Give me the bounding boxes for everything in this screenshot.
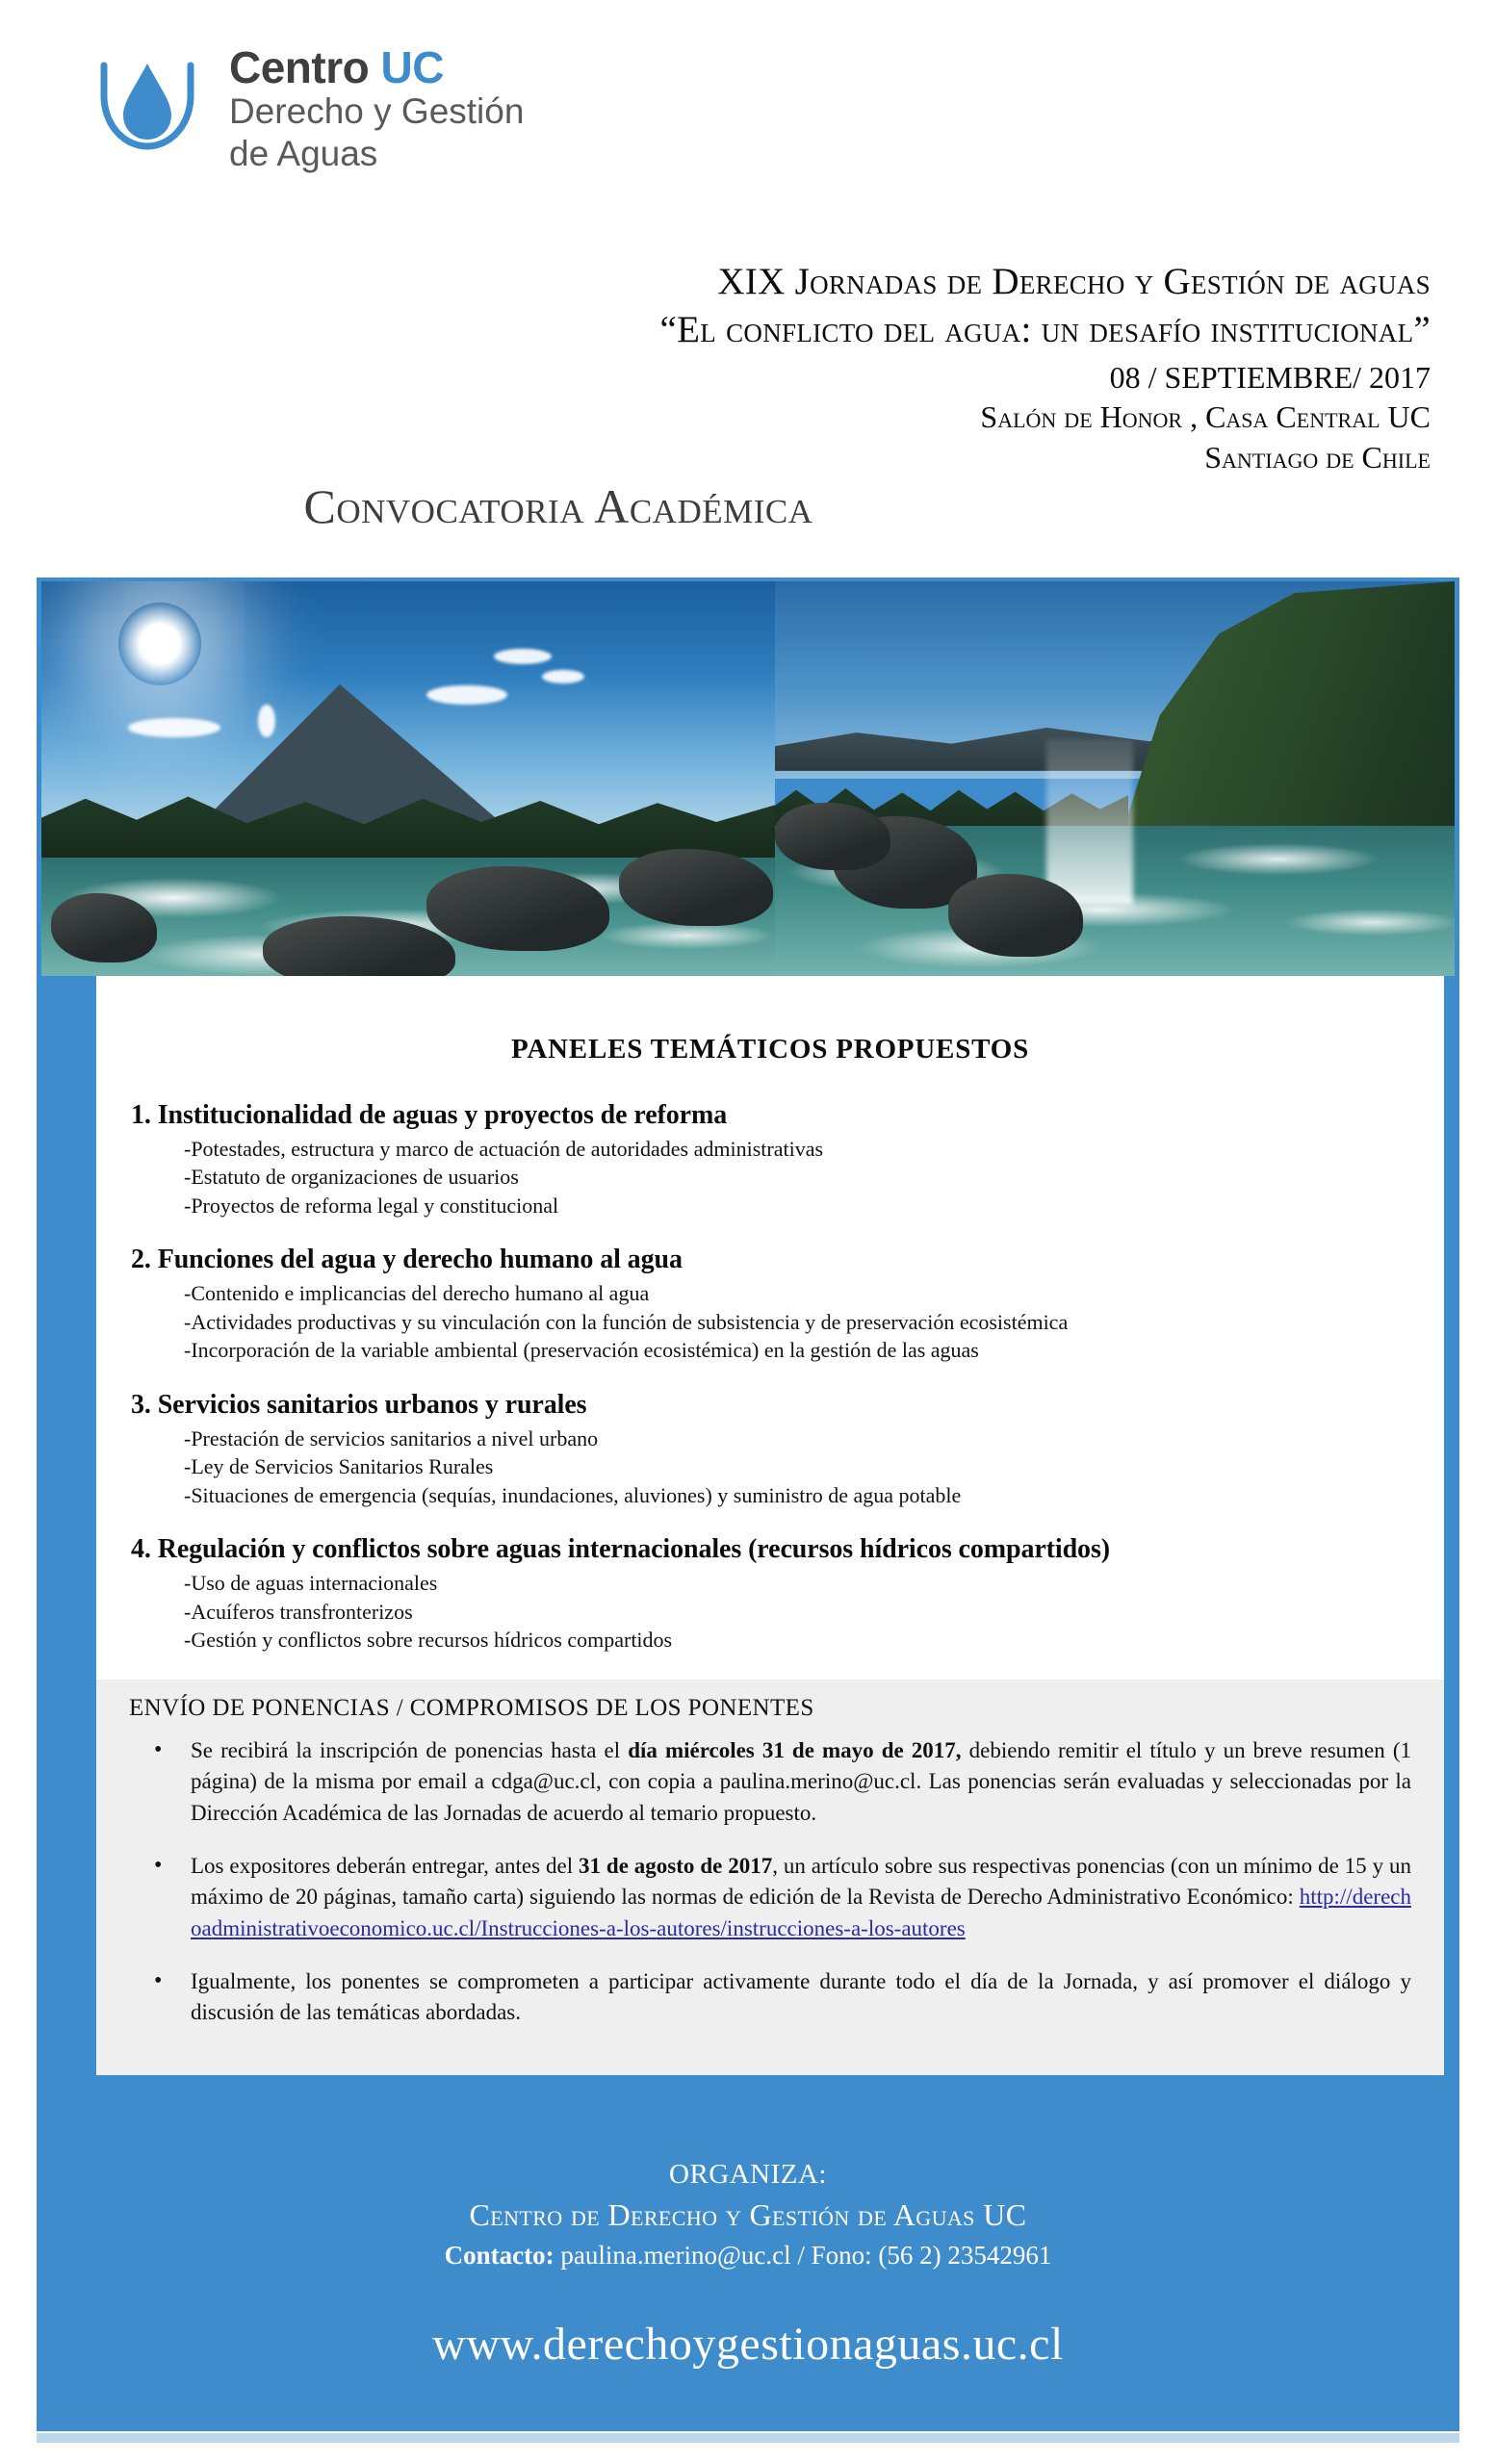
centro-uc-logo: [85, 42, 682, 181]
text-run: , un artículo sobre sus respectivas ponencias (con un mínimo de 15 y un máximo de 20 páginas, tamaño carta) siguiendo las normas de edición de la Revista de Derecho Administrativo Económico:: [191, 1853, 1411, 1910]
cloud-shape: [542, 670, 584, 683]
topic-title: 3. Servicios sanitarios urbanos y rurales: [131, 1389, 587, 1420]
topic-subitem: -Gestión y conflictos sobre recursos hídricos compartidos: [184, 1628, 673, 1653]
topic-item: [131, 1245, 1444, 1364]
topic-title: 1. Institucionalidad de aguas y proyectos de reforma: [131, 1100, 728, 1130]
section-heading-convocatoria: Convocatoria Académica: [303, 479, 813, 533]
topic-item: [131, 1100, 1444, 1219]
water-drop-icon: [85, 46, 210, 181]
topic-subitem: -Prestación de servicios sanitarios a nivel urbano: [184, 1425, 599, 1450]
logo-line-3: de Aguas: [229, 133, 378, 173]
logo-centro-text: Centro: [229, 42, 370, 92]
event-title: XIX Jornadas de Derecho y Gestión de aguas: [717, 261, 1431, 302]
topic-subitem: -Acuíferos transfronterizos: [184, 1599, 413, 1624]
topic-title: 4. Regulación y conflictos sobre aguas internacionales (recursos hídricos compartidos): [131, 1534, 1110, 1565]
topic-subitem: -Contenido e implicancias del derecho humano al agua: [184, 1281, 650, 1306]
website-url[interactable]: www.derechoygestionaguas.uc.cl: [432, 2319, 1064, 2370]
list-item: [129, 1735, 1411, 1830]
panels-heading: PANELES TEMÁTICOS PROPUESTOS: [510, 1034, 1030, 1065]
event-date: 08 / SEPTIEMBRE/ 2017: [1109, 359, 1431, 395]
emphasis-text: día miércoles 31 de mayo de 2017,: [628, 1737, 962, 1762]
event-subtitle: “El conflicto del agua: un desafío institucional”: [659, 308, 1431, 350]
event-title-block: [0, 258, 1463, 478]
contact-line: [37, 2237, 1459, 2274]
photo-band: [41, 581, 1455, 976]
submissions-heading: ENVÍO DE PONENCIAS / COMPROMISOS DE LOS PONENTES: [129, 1694, 814, 1721]
contact-value: paulina.merino@uc.cl / Fono: (56 2) 23542961: [554, 2240, 1052, 2270]
organiza-name: Centro de Derecho y Gestión de Aguas UC: [469, 2197, 1027, 2233]
text-run: Se recibirá la inscripción de ponencias hasta el: [191, 1737, 629, 1762]
text-run: Igualmente, los ponentes se comprometen a participar activamente durante todo el día de la Jornada, y así promover el diálogo y discusión de las temáticas abordadas.: [191, 1968, 1411, 2025]
topic-subitem: -Situaciones de emergencia (sequías, inundaciones, aluviones) y suministro de agua potable: [184, 1482, 962, 1507]
logo-line-1: [229, 44, 524, 90]
logo-line-2: Derecho y Gestión: [229, 91, 525, 132]
event-venue: Salón de Honor , Casa Central UC: [980, 399, 1431, 435]
sun-glow: [118, 603, 201, 685]
list-item: [129, 1851, 1411, 1945]
cloud-shape: [494, 649, 552, 664]
topics-list: [96, 1065, 1444, 1655]
main-content-panel: [96, 976, 1444, 2075]
topic-subitem: -Actividades productivas y su vinculación con la función de subsistencia y de preservación ecosistémica: [184, 1309, 1069, 1334]
topic-title: 2. Funciones del agua y derecho humano al agua: [131, 1245, 683, 1275]
topic-subitem: -Incorporación de la variable ambiental (preservación ecosistémica) en la gestión de las aguas: [184, 1338, 979, 1363]
contact-label: Contacto:: [444, 2240, 555, 2270]
event-city: Santiago de Chile: [1204, 440, 1431, 475]
topic-item: [131, 1390, 1444, 1509]
submissions-bullets: [129, 1735, 1411, 2029]
logo-uc-text: UC: [380, 42, 444, 92]
organiza-label: ORGANIZA:: [669, 2159, 827, 2190]
topic-subitem: -Proyectos de reforma legal y constitucional: [184, 1193, 559, 1218]
emphasis-text: 31 de agosto de 2017: [579, 1853, 773, 1878]
volcano-and-rapids-photo: [41, 581, 775, 976]
text-run: Los expositores deberán entregar, antes del: [191, 1853, 579, 1878]
list-item: [129, 1966, 1411, 2029]
external-link[interactable]: http://derechoadministrativoeconomico.uc.cl/Instrucciones-a-los-autores/instrucciones-a-los-autores: [191, 1885, 1411, 1940]
waterfall-and-cliff-photo: [775, 581, 1455, 976]
topic-subitem: -Ley de Servicios Sanitarios Rurales: [184, 1454, 494, 1479]
frame-bottom-accent: [37, 2433, 1459, 2443]
poster-header: [0, 0, 1496, 578]
poster-footer: [37, 2156, 1459, 2274]
topic-subitem: -Estatuto de organizaciones de usuarios: [184, 1165, 519, 1190]
text-run: debiendo remitir el título y un breve resumen (1 página) de la misma por email a cdga@uc.cl, con copia a paulina.merino@uc.cl. Las ponencias serán evaluadas y seleccionadas por la Dirección Académica de las Jornadas de acuerdo al temario propuesto.: [191, 1737, 1411, 1825]
logo-wordmark: [229, 44, 524, 175]
topic-item: [131, 1534, 1444, 1654]
topic-subitem: -Potestades, estructura y marco de actuación de autoridades administrativas: [184, 1137, 824, 1161]
submissions-box: [96, 1680, 1444, 2075]
topic-subitem: -Uso de aguas internacionales: [184, 1571, 438, 1596]
